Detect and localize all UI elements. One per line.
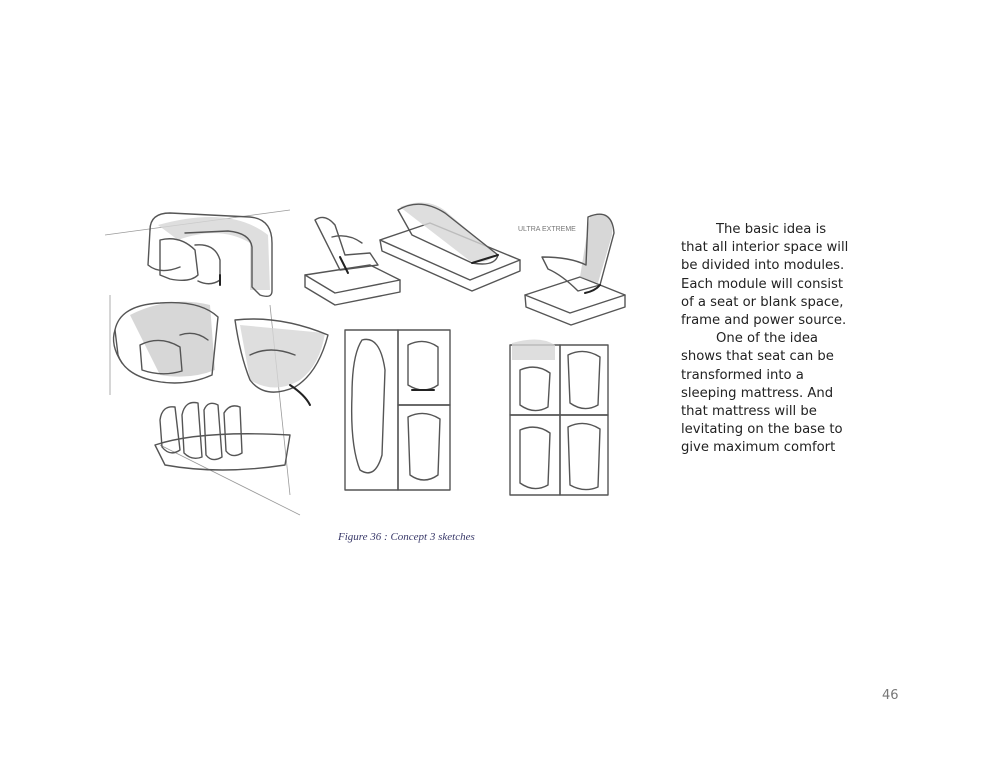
body-line: of a seat or blank space, bbox=[681, 294, 844, 310]
top-view-module-grid-right bbox=[510, 339, 608, 495]
body-line: The basic idea is bbox=[716, 222, 827, 237]
sketch-annotation: ULTRA EXTREME bbox=[518, 226, 576, 233]
curved-shell-sketch bbox=[235, 319, 328, 405]
body-line: One of the idea bbox=[716, 331, 819, 347]
body-line: levitating on the base to bbox=[681, 422, 843, 438]
lounge-module-sketch bbox=[114, 302, 218, 383]
top-view-module-grid-left bbox=[345, 330, 450, 490]
sleeping-mattress-sketch bbox=[380, 203, 520, 292]
figure-caption: Figure 36 : Concept 3 sketches bbox=[338, 531, 475, 543]
sketch-drawing bbox=[100, 195, 660, 525]
body-line: frame and power source. bbox=[681, 313, 847, 329]
body-line: shows that seat can be bbox=[681, 349, 834, 365]
page-number: 46 bbox=[882, 688, 899, 703]
body-line: that mattress will be bbox=[681, 404, 817, 420]
body-line: sleeping mattress. And bbox=[681, 385, 834, 401]
concept-sketches-figure bbox=[100, 195, 660, 525]
body-line: be divided into modules. bbox=[681, 258, 845, 274]
body-line: give maximum comfort bbox=[681, 440, 836, 456]
body-line: Each module will consist bbox=[681, 276, 844, 292]
body-line: transformed into a bbox=[681, 367, 804, 383]
body-paragraph bbox=[681, 221, 881, 458]
vehicle-interior-sketch bbox=[155, 403, 290, 471]
reclining-seat-sketch bbox=[305, 217, 400, 305]
body-line: that all interior space will bbox=[681, 240, 849, 256]
lounge-chair-sketch bbox=[518, 214, 625, 325]
pod-seat-sketch bbox=[148, 213, 272, 296]
